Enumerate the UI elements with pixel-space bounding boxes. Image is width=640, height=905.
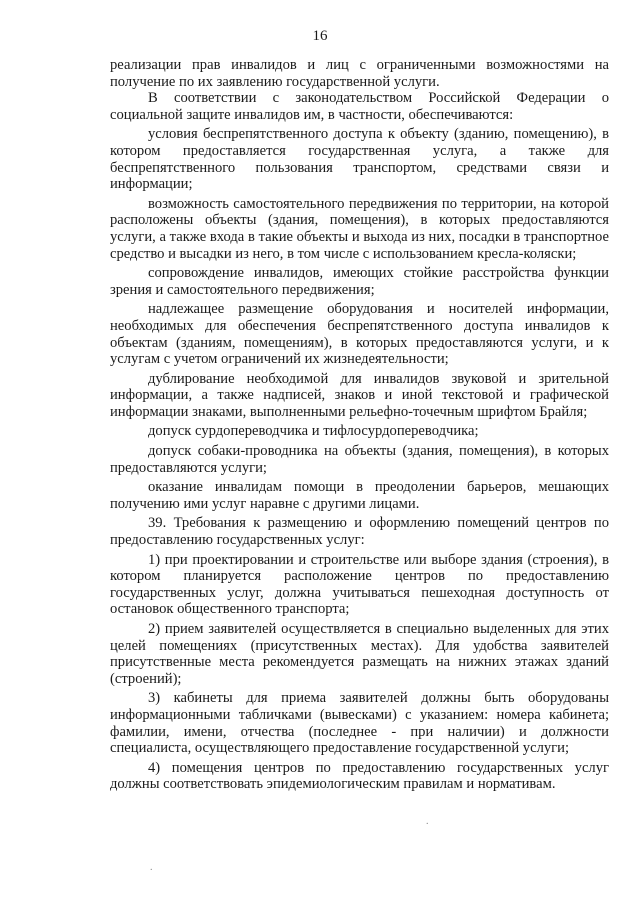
scan-speck: . xyxy=(426,816,429,827)
paragraph-barrier-assistance: оказание инвалидам помощи в преодолении барьеров, мешающих получению ими услуг наравне с другими лицами. xyxy=(110,479,609,512)
paragraph-legal-basis: В соответствии с законодательством Российской Федерации о социальной защите инвалидов им, в частности, обеспечиваются: xyxy=(110,90,609,123)
paragraph-item-1: 1) при проектировании и строительстве или выборе здания (строения), в котором планируется расположение центров по предоставлению государственных услуг, должна учитываться пешеходная доступность от остановок общественного транспорта; xyxy=(110,551,609,618)
paragraph-escort: сопровождение инвалидов, имеющих стойкие расстройства функции зрения и самостоятельного передвижения; xyxy=(110,265,609,298)
document-body xyxy=(110,57,609,793)
paragraph-item-4: 4) помещения центров по предоставлению государственных услуг должны соответствовать эпидемиологическим правилам и нормативам. xyxy=(110,759,609,793)
paragraph-item-2: 2) прием заявителей осуществляется в специально выделенных для этих целей помещениях (присутственных местах). Для удобства заявителей присутственные места рекомендуется размещать на нижних этажах зданий (строений); xyxy=(110,621,609,687)
paragraph-access-conditions: условия беспрепятственного доступа к объекту (зданию, помещению), в котором предоставляется государственная услуга, а также для беспрепятственного пользования транспортом, средствами связи и информации; xyxy=(110,126,609,193)
paragraph-section-39: 39. Требования к размещению и оформлению помещений центров по предоставлению государственных услуг: xyxy=(110,515,609,549)
paragraph-item-3: 3) кабинеты для приема заявителей должны быть оборудованы информационными табличками (вывесками) с указанием: номера кабинета; фамилии, имени, отчества (последнее - при наличии) и должности специалиста, осуществляющего предоставление государственной услуги; xyxy=(110,690,609,757)
paragraph-information-duplication: дублирование необходимой для инвалидов звуковой и зрительной информации, а также надписей, знаков и иной текстовой и графической информации знаками, выполненными рельефно-точечным шрифтом Брайля; xyxy=(110,370,609,420)
paragraph-equipment-placement: надлежащее размещение оборудования и носителей информации, необходимых для обеспечения беспрепятственного доступа инвалидов к объектам (зданиям, помещениям), в которых предоставляются услуги, и к услугам с учетом ограничений их жизнедеятельности; xyxy=(110,301,609,368)
page-number: 16 xyxy=(312,28,328,44)
scan-speck: . xyxy=(150,862,153,873)
paragraph-independent-movement: возможность самостоятельного передвижения по территории, на которой расположены объекты (здания, помещения), в которых предоставляются услуги, а также входа в такие объекты и выхода из них, посадки в транспортное средство и высадки из него, в том числе с использованием кресла-коляски; xyxy=(110,195,609,262)
paragraph-continuation: реализации прав инвалидов и лиц с ограниченными возможностями на получение по их заявлению государственной услуги. xyxy=(110,57,609,90)
paragraph-guide-dog: допуск собаки-проводника на объекты (здания, помещения), в которых предоставляются услуги; xyxy=(110,443,609,476)
paragraph-sign-interpreter: допуск сурдопереводчика и тифлосурдопереводчика; xyxy=(148,423,479,440)
